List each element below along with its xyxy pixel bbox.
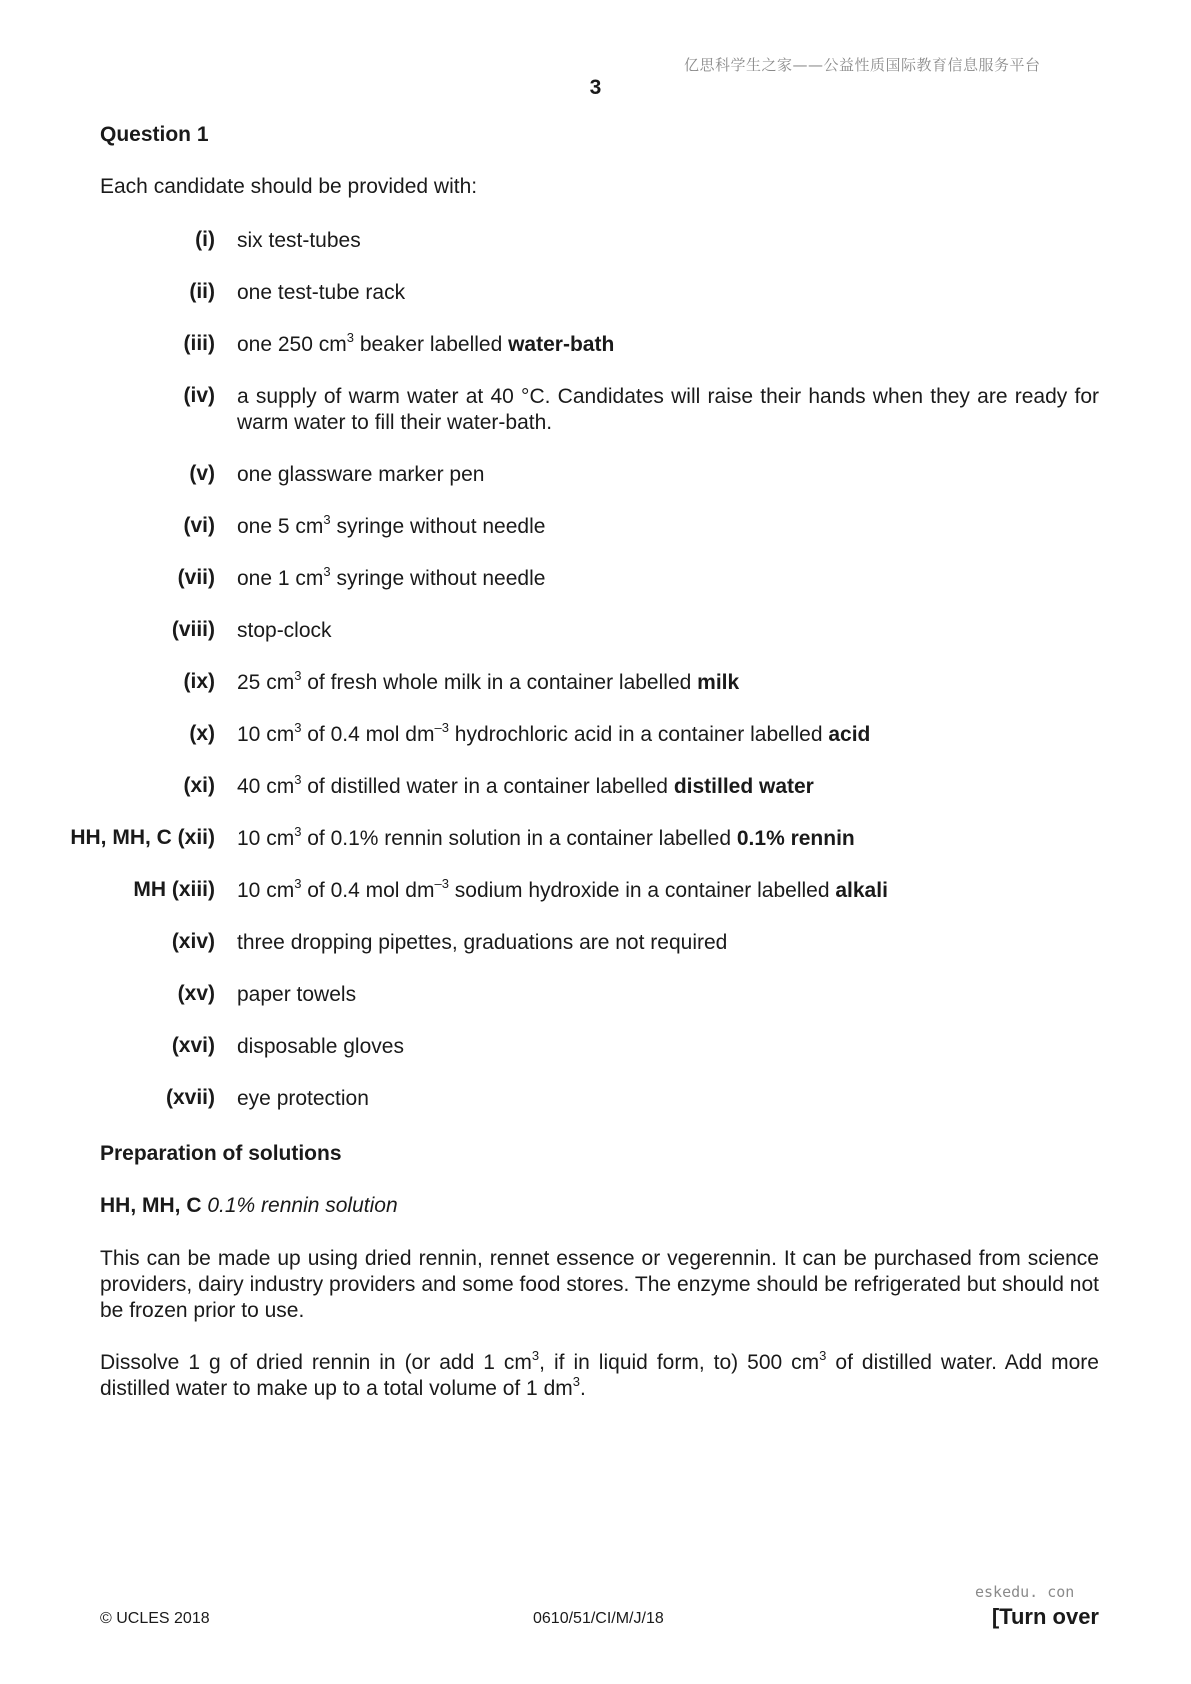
item-label: (vi) [183, 514, 215, 537]
question-heading: Question 1 [100, 123, 209, 146]
item-label: (ii) [189, 280, 215, 303]
item-label: (xv) [177, 982, 215, 1005]
item-text: one 5 $cm^3$ syringe without needle [237, 512, 546, 538]
item-text: 10 $cm^3$ of 0.4 mol $dm^{-3}$ sodium hydroxide in a container labelled alkali [237, 876, 888, 902]
item-text: 40 $cm^3$ of distilled water in a container labelled distilled water [237, 772, 814, 798]
watermark-footer: eskedu. con [975, 1583, 1075, 1601]
item-text: one glassware marker pen [237, 463, 485, 486]
item-label: (vii) [177, 566, 215, 589]
item-label: (ix) [183, 670, 215, 693]
item-text: a supply of warm water at 40 °C. Candidates will raise their hands when they are ready for warm water to fill their water-bath. [237, 385, 1099, 434]
item-label: (v) [189, 462, 215, 485]
item-text: one test-tube rack [237, 281, 406, 304]
intro-text: Each candidate should be provided with: [100, 175, 478, 198]
item-text: one 250 $cm^3$ beaker labelled water-bath [237, 330, 615, 356]
item-text: one 1 $cm^3$ syringe without needle [237, 564, 546, 590]
item-text: paper towels [237, 983, 357, 1006]
watermark-header: 亿思科学生之家——公益性质国际教育信息服务平台 [684, 56, 1041, 74]
item-label: (xvii) [165, 1086, 215, 1109]
item-text: 25 $cm^3$ of fresh whole milk in a container labelled milk [237, 668, 740, 694]
item-label: (iii) [183, 332, 215, 355]
item-label: (iv) [183, 384, 215, 407]
footer-copyright: © UCLES 2018 [100, 1610, 210, 1627]
footer-code: 0610/51/CI/M/J/18 [533, 1610, 664, 1627]
item-label: HH, MH, C (xii) [70, 826, 215, 849]
item-text: stop-clock [237, 619, 332, 642]
preparation-paragraph-2: Dissolve 1 g of dried rennin in (or add 1 $cm^3$, if in liquid form, to) 500 $cm^3$ of distilled water. Add more distilled water to make up to a total volume of 1 $dm^3$. [100, 1348, 1099, 1400]
turn-over-label: [Turn over [991, 1604, 1099, 1629]
item-label: (x) [189, 722, 215, 745]
preparation-heading: Preparation of solutions [100, 1142, 342, 1165]
item-text: three dropping pipettes, graduations are not required [237, 931, 728, 954]
item-label: (viii) [171, 618, 215, 641]
item-text: disposable gloves [237, 1035, 404, 1058]
item-text: eye protection [237, 1087, 369, 1110]
page-number: 3 [589, 76, 602, 99]
item-label: (i) [195, 228, 215, 251]
item-label: (xiv) [171, 930, 215, 953]
preparation-paragraph-1: This can be made up using dried rennin, rennet essence or vegerennin. It can be purchased from science providers, dairy industry providers and some food stores. The enzyme should be refrigerated but should not be frozen prior to use. [100, 1247, 1099, 1322]
item-label: (xi) [183, 774, 215, 797]
item-label: MH (xiii) [133, 878, 215, 901]
item-text: 10 $cm^3$ of 0.4 mol $dm^{-3}$ hydrochloric acid in a container labelled acid [237, 720, 871, 746]
item-text: 10 $cm^3$ of 0.1% rennin solution in a container labelled 0.1% rennin [237, 824, 855, 850]
item-label: (xvi) [171, 1034, 215, 1057]
item-text: six test-tubes [237, 229, 361, 252]
preparation-subheading: HH, MH, C 0.1% rennin solution [100, 1194, 398, 1217]
